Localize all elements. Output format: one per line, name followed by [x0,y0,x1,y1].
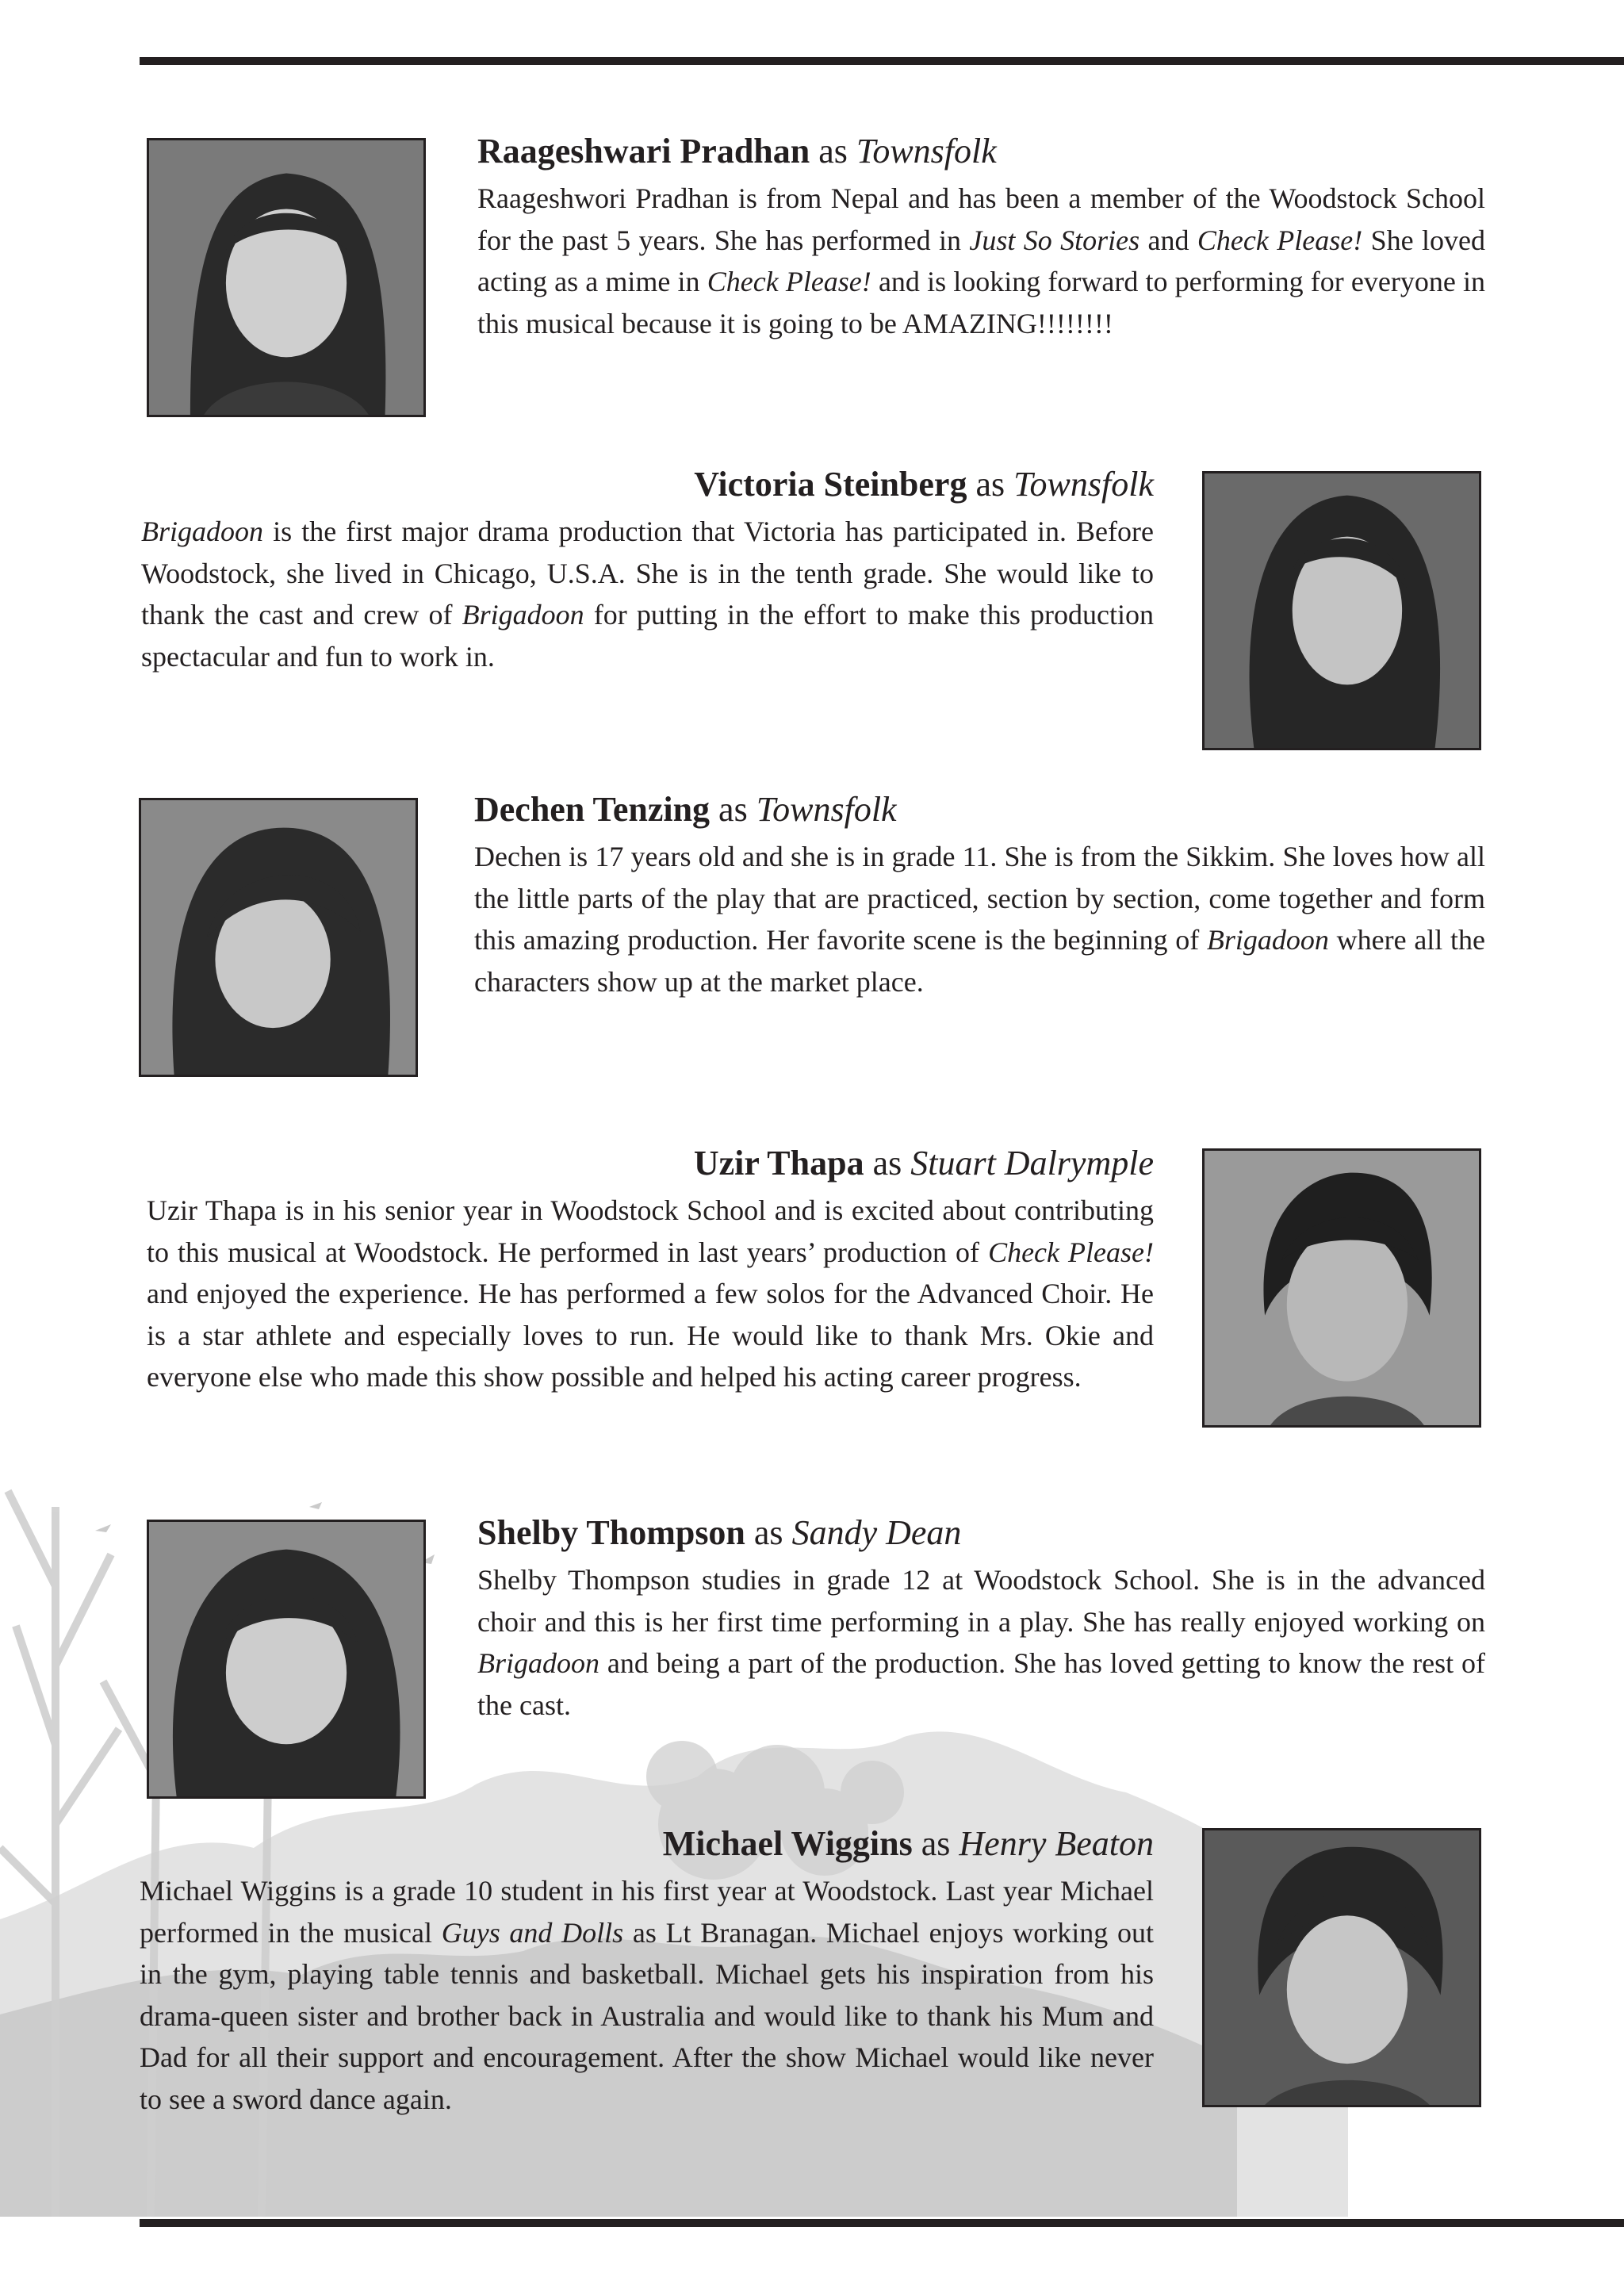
cast-entry-shelby-thompson [477,1512,1485,1726]
bio-text: Dechen is 17 years old and she is in grade 11. She is from the Sikkim. She loves how all the little parts of the play that are practiced, section by section, come together and form this amazing production. Her favorite scene is the beginning of [474,841,1485,956]
as-word: as [872,1144,902,1182]
bio-text: Uzir Thapa is in his senior year in Woodstock School and is excited about contributing to this musical at Woodstock. He performed in last years’ production of [147,1194,1154,1268]
cast-photo-dechen-tenzing [139,798,418,1077]
top-rule [140,57,1624,65]
cast-photo-victoria-steinberg [1202,471,1481,750]
as-word: as [718,790,748,829]
cast-entry-dechen-tenzing [474,788,1485,1002]
cast-bio [147,1190,1154,1398]
italic-title: Just So Stories [969,224,1140,256]
cast-role: Sandy Dean [791,1513,962,1552]
as-word: as [975,465,1005,504]
italic-title: Brigadoon [1206,924,1329,956]
bio-text: She loved acting as a mime in [477,224,1485,297]
bio-text: Raageshwori Pradhan is from Nepal and has been a member of the Woodstock School for the past 5 years. She has performed in [477,182,1485,256]
cast-photo-michael-wiggins [1202,1828,1481,2107]
cast-bio [474,836,1485,1002]
cast-name: Michael Wiggins [662,1824,913,1863]
bio-text: as Lt Branagan. Michael enjoys working out in the gym, playing table tennis and basketball. Michael gets his inspiration from his drama-queen sister and brother back in Australia and would like to thank his Mum and Dad for all their support and encouragement. After the show Michael would like never to see a sword dance again. [140,1916,1154,2115]
cast-photo-raageshwari-pradhan [147,138,426,417]
cast-heading [477,1512,1485,1554]
italic-title: Check Please! [707,266,871,297]
as-word: as [921,1824,951,1863]
cast-name: Shelby Thompson [477,1513,745,1552]
cast-role: Henry Beaton [959,1824,1154,1863]
cast-name: Dechen Tenzing [474,790,710,829]
bio-text: Michael Wiggins is a grade 10 student in his first year at Woodstock. Last year Michael performed in the musical [140,1875,1154,1949]
bio-text: and enjoyed the experience. He has performed a few solos for the Advanced Choir. He is a star athlete and especially loves to run. He would like to thank Mrs. Okie and everyone else who made this show possible and helped his acting career progress. [147,1278,1154,1393]
cast-photo-uzir-thapa [1202,1148,1481,1428]
cast-bio [141,511,1154,677]
cast-entry-uzir-thapa [147,1142,1154,1398]
cast-role: Townsfolk [856,132,997,171]
cast-name: Uzir Thapa [693,1144,864,1182]
bio-text: and is looking forward to performing for everyone in this musical because it is going to be AMAZING!!!!!!!! [477,266,1485,339]
bio-text: for putting in the effort to make this production spectacular and fun to work in. [141,599,1154,673]
cast-name: Raageshwari Pradhan [477,132,810,171]
cast-name: Victoria Steinberg [694,465,967,504]
cast-heading [477,130,1485,173]
cast-heading [147,1142,1154,1185]
bio-text: and [1139,224,1197,256]
cast-photo-shelby-thompson [147,1520,426,1799]
italic-title: Check Please! [1197,224,1363,256]
bio-text: is the first major drama production that Victoria has participated in. Before Woodstock, she lived in Chicago, U.S.A. She is in the tenth grade. She would like to thank the cast and crew of [141,516,1154,631]
cast-entry-raageshwari-pradhan [477,130,1485,344]
italic-title: Brigadoon [462,599,584,631]
as-word: as [818,132,848,171]
bio-text: and being a part of the production. She has loved getting to know the rest of the cast. [477,1647,1485,1721]
italic-title: Brigadoon [141,516,264,547]
bottom-rule [140,2219,1624,2227]
cast-role: Stuart Dalrymple [910,1144,1154,1182]
italic-title: Check Please! [988,1236,1155,1268]
cast-heading [474,788,1485,831]
italic-title: Guys and Dolls [441,1916,624,1949]
cast-heading [140,1823,1154,1865]
cast-role: Townsfolk [756,790,897,829]
cast-bio [477,178,1485,344]
bio-text: Shelby Thompson studies in grade 12 at Woodstock School. She is in the advanced choir and this is her first time performing in a play. She has really enjoyed working on [477,1564,1485,1638]
cast-bio [140,1870,1154,2120]
cast-role: Townsfolk [1013,465,1154,504]
cast-bio [477,1559,1485,1726]
bio-text: where all the characters show up at the market place. [474,924,1485,998]
italic-title: Brigadoon [477,1647,600,1679]
cast-heading [141,463,1154,506]
cast-entry-michael-wiggins [140,1823,1154,2120]
cast-entry-victoria-steinberg [141,463,1154,677]
as-word: as [753,1513,783,1552]
